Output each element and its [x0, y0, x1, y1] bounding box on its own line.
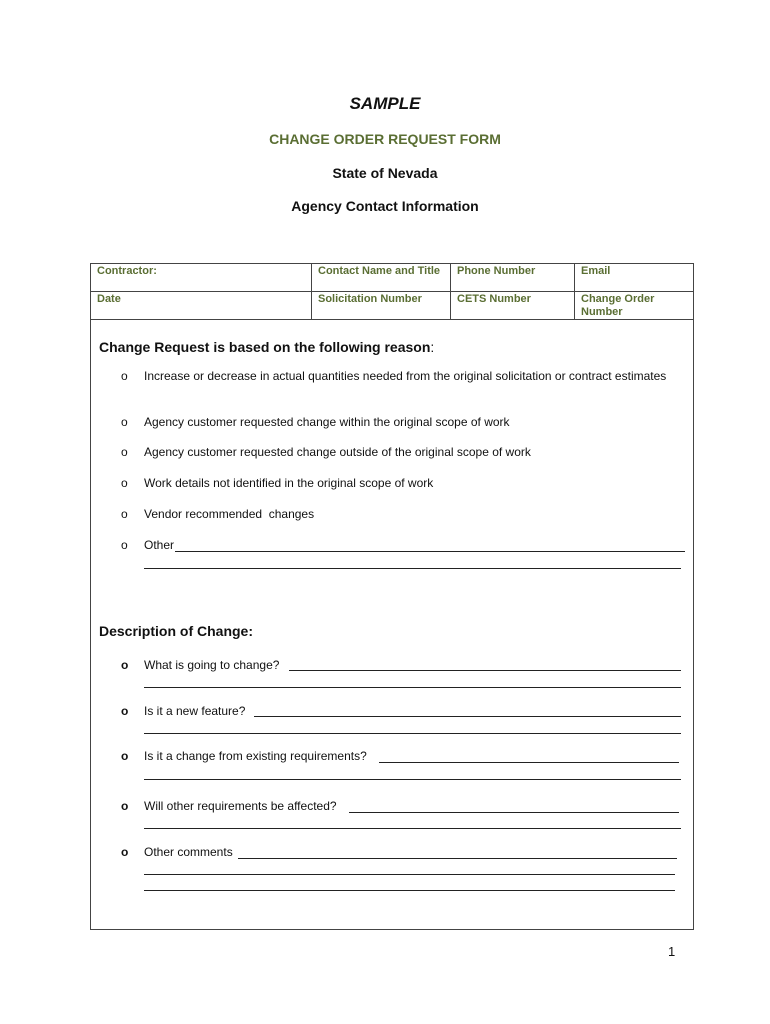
answer-line[interactable]	[254, 716, 681, 717]
reason-title-text: Change Request is based on the following reason	[99, 339, 431, 355]
answer-line[interactable]	[144, 890, 675, 891]
description-item-text: Is it a new feature?	[144, 704, 246, 718]
solicitation-number-cell[interactable]: Solicitation Number	[312, 292, 451, 320]
answer-line[interactable]	[144, 828, 681, 829]
phone-number-cell[interactable]: Phone Number	[451, 264, 575, 292]
bullet-marker: o	[121, 476, 128, 490]
answer-line[interactable]	[144, 687, 681, 688]
reason-title	[99, 339, 434, 355]
description-item-text: What is going to change?	[144, 658, 280, 672]
reason-item-text: Vendor recommended changes	[144, 507, 315, 521]
bullet-marker: o	[121, 445, 128, 459]
reason-item-text: Agency customer requested change within the original scope of work	[144, 415, 510, 429]
state-heading: State of Nevada	[332, 165, 438, 181]
contact-row-1	[91, 264, 694, 292]
change-order-number-cell[interactable]: Change Order Number	[575, 292, 694, 320]
other-blank-line[interactable]	[144, 568, 681, 569]
bullet-marker: o	[121, 369, 128, 383]
page-number: 1	[668, 944, 676, 959]
bullet-marker: o	[121, 749, 129, 763]
agency-contact-heading: Agency Contact Information	[291, 198, 479, 214]
contact-row-2	[91, 292, 694, 320]
reason-item-text: Work details not identified in the original scope of work	[144, 476, 434, 490]
answer-line[interactable]	[379, 762, 679, 763]
answer-line[interactable]	[349, 812, 679, 813]
email-cell[interactable]: Email	[575, 264, 694, 292]
bullet-marker: o	[121, 658, 129, 672]
bullet-marker: o	[121, 704, 129, 718]
description-item-text: Other comments	[144, 845, 233, 859]
answer-line[interactable]	[144, 874, 675, 875]
bullet-marker: o	[121, 845, 129, 859]
reason-title-colon: :	[430, 339, 435, 355]
date-cell[interactable]: Date	[91, 292, 312, 320]
answer-line[interactable]	[144, 733, 681, 734]
answer-line[interactable]	[144, 779, 681, 780]
form-title: CHANGE ORDER REQUEST FORM	[269, 131, 501, 147]
contact-table	[90, 263, 694, 320]
description-item-text: Will other requirements be affected?	[144, 799, 337, 813]
reason-item-text: Increase or decrease in actual quantities needed from the original solicitation or contract estimates	[144, 369, 667, 383]
bullet-marker: o	[121, 507, 128, 521]
description-item-text: Is it a change from existing requirements?	[144, 749, 367, 763]
sample-heading: SAMPLE	[349, 94, 421, 113]
cets-number-cell[interactable]: CETS Number	[451, 292, 575, 320]
contact-name-cell[interactable]: Contact Name and Title	[312, 264, 451, 292]
bullet-marker: o	[121, 415, 128, 429]
other-blank-line[interactable]	[175, 551, 685, 552]
contractor-cell[interactable]: Contractor:	[91, 264, 312, 292]
bullet-marker: o	[121, 799, 129, 813]
reason-box	[90, 318, 694, 930]
description-title: Description of Change:	[99, 623, 254, 639]
answer-line[interactable]	[289, 670, 681, 671]
bullet-marker: o	[121, 538, 128, 552]
reason-item-text: Other	[144, 538, 175, 552]
answer-line[interactable]	[238, 858, 677, 859]
reason-item-text: Agency customer requested change outside of the original scope of work	[144, 445, 531, 459]
